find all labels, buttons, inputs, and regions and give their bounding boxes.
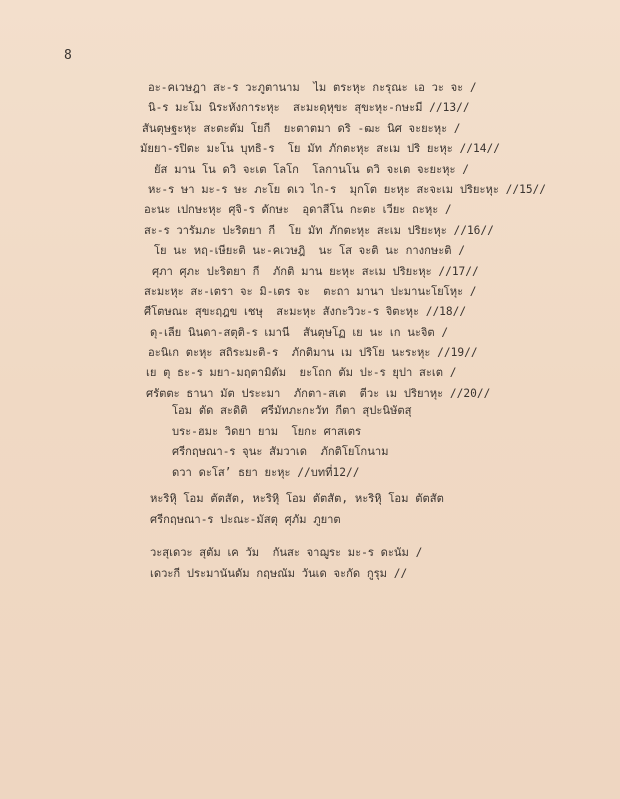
verse-line: ศุภา ศุภะ ปะริตยา กี ภักติ มาน ยะหุะ สะเม ปริยะหุะ //17// bbox=[152, 264, 479, 278]
invocation-block bbox=[172, 401, 620, 483]
verse-line: นิ-ร มะโม นิระหังการะหุะ สะมะดุหุขะ สุขะหุะ-กษะมี //13// bbox=[148, 101, 470, 115]
invocation-line: โอม ตัด สะดิติ ศรีมัทภะกะวัท กีตา สุปะนิษัตสุ bbox=[172, 404, 412, 417]
verse-line: อะ-คเวษฎา สะ-ร วะภูตานาม ไม ตระหุะ กะรุณะ เอ วะ จะ / bbox=[148, 81, 477, 94]
verse-line: หะ-ร ษา มะ-ร ษะ ภะโย ดเว ไก-ร มุกโต ยะหุะ สะจะเม ปริยะหุะ //15// bbox=[148, 182, 547, 196]
verse-line: สะมะหุะ สะ-เตรา จะ มิ-เตร จะ ตะถา มานา ปะมานะโยโหุะ / bbox=[144, 284, 477, 298]
verse-line: สันตุษฐะหุะ สะตะตัม โยกี ยะตาตมา ดริ -ฒะ นิศ จะยะหุะ / bbox=[142, 121, 461, 135]
verse-line: ศรัตตะ ธานา มัต ประะมา ภักตา-สเต ตีวะ เม ปริยาหุะ //20// bbox=[146, 386, 491, 400]
closing-line: วะสุเดวะ สุตัม เค วัม กันสะ จาฌูระ มะ-ร ดะนัม / bbox=[150, 546, 423, 559]
invocation-line: ดวา ดะโส’ ธยา ยะหุะ //บทที่12// bbox=[172, 465, 360, 479]
verse-line: สะ-ร วารัมภะ ปะริตยา กี โย มัท ภักตะหุะ สะเม ปริยะหุะ //16// bbox=[144, 223, 494, 237]
closing-block bbox=[150, 543, 610, 584]
verse-line: ศีโตษณะ สุขะฤฎข เชษุ สะมะหุะ สังกะวิวะ-ร จิตะหุะ //18// bbox=[144, 305, 467, 319]
closing-line: เดวะกี ประมานันดัม กฤษณัม วันเด จะกัด กูรุม // bbox=[150, 566, 408, 580]
verse-line: อะนะ เปกษะหุะ ศุจิ-ร ดักษะ อุดาสีโน กะตะ เวียะ ถะหุะ / bbox=[144, 203, 452, 217]
verse-line: มัยยา-รปิตะ มะโน บุทธิ-ร โย มัท ภักตะหุะ สะเม ปริ ยะหุะ //14// bbox=[140, 142, 500, 156]
mantra-line: ศรีกฤษณา-ร ปะณะ-มัสตุ ศุภัม ภูยาต bbox=[150, 512, 341, 526]
verse-line: เย ตุ ธะ-ร มยา-มฤตามิดัม ยะโถก ตัม ปะ-ร ยุปา สะเต / bbox=[146, 366, 457, 380]
mantra-block bbox=[150, 489, 610, 530]
mantra-line: หะริหุิ โอม ตัตสัต, หะริหุิ โอม ตัตสัต, หะริหุิ โอม ตัตสัต bbox=[150, 492, 444, 505]
verse-line: ยัส มาน โน ดวิ จะเต โลโก โลกานโน ดวิ จะเต จะยะหุะ / bbox=[154, 162, 469, 176]
page-number: 8 bbox=[64, 48, 72, 63]
invocation-line: ศรีกฤษณา-ร จุนะ สัมวาเด ภักติโยโกนาม bbox=[172, 445, 389, 458]
verse-line: ดุ-เลีย นินดา-สตุติ-ร เมานี สันตุษโฏ เย นะ เก นะจิต / bbox=[150, 325, 449, 339]
verse-line: อะนิเก ตะหุะ สถิระมะติ-ร ภักติมาน เม ปริโย นะระหุะ //19// bbox=[148, 346, 478, 360]
invocation-line: บระ-ฮมะ วิดยา ยาม โยกะ ศาสเตร bbox=[172, 424, 361, 438]
verse-block bbox=[140, 78, 600, 404]
verse-line: โย นะ หฤ-เษียะติ นะ-คเวษฎิ นะ โส จะติ นะ กางกษะติ / bbox=[154, 244, 466, 258]
